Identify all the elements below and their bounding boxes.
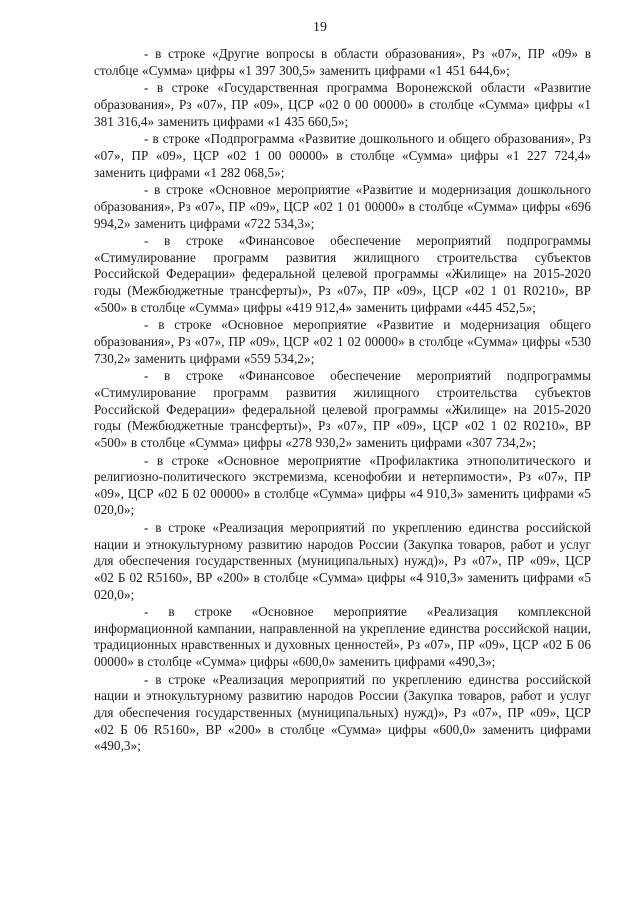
- amendment-paragraph: - в строке «Финансовое обеспечение мероприятий подпрограммы «Стимулирование программ развития жилищного строительства субъектов Российской Федерации» федеральной целевой программы «Жилище» на 2015-2020 годы (Межбюджетные трансферты)», Рз «07», ПР «09», ЦСР «02 1 02 R0210», ВР «500» в столбце «Сумма» цифры «278 930,2» заменить цифрами «307 734,2»;: [94, 368, 591, 450]
- amendment-paragraph: - в строке «Реализация мероприятий по укреплению единства российской нации и этнокультурному развитию народов России (Закупка товаров, работ и услуг для обеспечения государственных (муниципальных) нужд)», Рз «07», ПР «09», ЦСР «02 Б 02 R5160», ВР «200» в столбце «Сумма» цифры «4 910,3» заменить цифрами «5 020,0»;: [94, 520, 591, 602]
- amendment-paragraph: - в строке «Финансовое обеспечение мероприятий подпрограммы «Стимулирование программ развития жилищного строительства субъектов Российской Федерации» федеральной целевой программы «Жилище» на 2015-2020 годы (Межбюджетные трансферты)», Рз «07», ПР «09», ЦСР «02 1 01 R0210», ВР «500» в столбце «Сумма» цифры «419 912,4» заменить цифрами «445 452,5»;: [94, 233, 591, 315]
- page-number: 19: [313, 20, 327, 35]
- amendment-paragraph: - в строке «Государственная программа Воронежской области «Развитие образования», Рз «07», ПР «09», ЦСР «02 0 00 00000» в столбце «Сумма» цифры «1 381 316,4» заменить цифрами «1 435 660,5»;: [94, 80, 591, 129]
- amendment-paragraph: - в строке «Основное мероприятие «Развитие и модернизация общего образования», Рз «07», ПР «09», ЦСР «02 1 02 00000» в столбце «Сумма» цифры «530 730,2» заменить цифрами «559 534,2»;: [94, 317, 591, 366]
- amendment-paragraph: - в строке «Основное мероприятие «Реализация комплексной информационной кампании, направленной на укрепление единства российской нации, традиционных нравственных и духовных ценностей», Рз «07», ПР «09», ЦСР «02 Б 06 00000» в столбце «Сумма» цифры «600,0» заменить цифрами «490,3»;: [94, 604, 591, 670]
- amendment-paragraph: - в строке «Основное мероприятие «Развитие и модернизация дошкольного образования», Рз «07», ПР «09», ЦСР «02 1 01 00000» в столбце «Сумма» цифры «696 994,2» заменить цифрами «722 534,3»;: [94, 182, 591, 231]
- document-body: [94, 46, 591, 756]
- amendment-paragraph: - в строке «Основное мероприятие «Профилактика этнополитического и религиозно-политического экстремизма, ксенофобии и нетерпимости», Рз «07», ПР «09», ЦСР «02 Б 02 00000» в столбце «Сумма» цифры «4 910,3» заменить цифрами «5 020,0»;: [94, 452, 591, 518]
- amendment-paragraph: - в строке «Подпрограмма «Развитие дошкольного и общего образования», Рз «07», ПР «09», ЦСР «02 1 00 00000» в столбце «Сумма» цифры «1 227 724,4» заменить цифрами «1 282 068,5»;: [94, 131, 591, 180]
- amendment-paragraph: - в строке «Другие вопросы в области образования», Рз «07», ПР «09» в столбце «Сумма» цифры «1 397 300,5» заменить цифрами «1 451 644,6»;: [94, 46, 591, 78]
- amendment-paragraph: - в строке «Реализация мероприятий по укреплению единства российской нации и этнокультурному развитию народов России (Закупка товаров, работ и услуг для обеспечения государственных (муниципальных) нужд)», Рз «07», ПР «09», ЦСР «02 Б 06 R5160», ВР «200» в столбце «Сумма» цифры «600,0» заменить цифрами «490,3»;: [94, 671, 591, 754]
